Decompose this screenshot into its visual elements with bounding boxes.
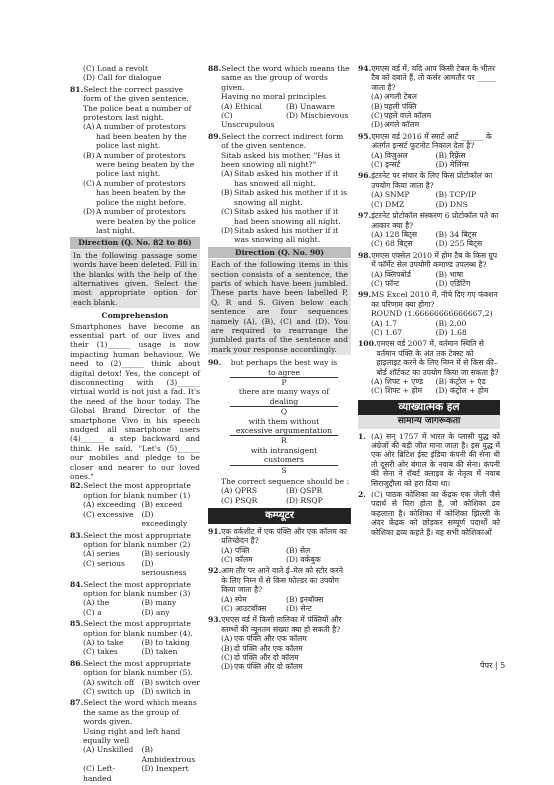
page-number: पेपर | 5 [480, 661, 506, 670]
q80-tail [70, 64, 200, 83]
answer-2: 2. (C) पाठक कोशिका का केंद्रक एक जेली जैसे पदार्थ से घिरा होता है, जो कोशिका द्रव कहलाता है। कोशिका में कोशिका झिल्ली के अंदर केंद्रक को छोड़कर सम्पूर्ण पदार्थों को कोशिका द्रव्य कहते हैं। यह सभी कोशिकाओं [358, 490, 500, 537]
column-left [70, 64, 200, 785]
column-middle [208, 64, 351, 674]
section-header-computer: कम्प्यूटर [208, 508, 351, 523]
option: (D) Call for dialogue [83, 73, 162, 83]
option: (C) A number of protestors has been beaten by the police the night before. [83, 178, 187, 207]
question-sentence: The police beat a number of protestors last night. [83, 103, 192, 123]
direction-title: Direction (Q. No. 90) [208, 247, 351, 258]
question-93: 93. एमएस वर्ड में किसी तालिका में पंक्तियों और स्तम्भों की न्यूनतम संख्या क्या हो सकती है? (A) एक पंक्ति और एक कॉलम (B) दो पंक्ति और एक कॉलम (C) दो पंक्ति और दो कॉलम (D) एक पंक्ति और दो कॉलम [208, 615, 342, 672]
option: (D) A number of protestors were beaten by the police last night. [83, 207, 196, 235]
question-87: 87. Select the word which means the same as the group of words given. Using right and left hand equally well (A) Unskilled (B) Ambidextrous (C) Left-handed (D) Inexpert [70, 698, 197, 783]
question-90: 90. but perhaps the best way is to agree P there are many ways of dealing Q with them without excessive argumentation R with intransigent customers S The correct sequence should be : (A) QPRS (B) QSPR (C) PSQR (D) RSQP [208, 358, 350, 505]
question-99: 99. MS Excel 2010 में, नीचे दिए गए फंक्शन का परिणाम क्या होगा? ROUND (1.66666666666667,2) (A) 1.7 (B) 2.00 (C) 1.67 (D) 1.68 [358, 290, 498, 337]
question-86: 86. Select the most appropriate option for blank number (5). (A) switch off (B) switch over (C) switch up (D) switch in [70, 658, 200, 696]
question-94: 94. एमएस वर्ड में, यदि आप किसी टेबल के भीतर टैब को दबाते हैं, तो कर्सर आमतौर पर _____ जाता है? (A) अगली टेबल (B) पहली पंक्ति (C) पहले वाले कॉलम (D) अगले कॉलम [358, 64, 497, 130]
passage: Smartphones have become an essential part of our lives and their (1)______ usage is now impacting human behaviour. We need to (2)______ think about digital detox! Yes, the concept of disconnecting with (3)______ virtual world is not just a fad. It's the need of the hour today. The Global Brand Director of the smartphone Vivo in his speech nudged all smartphone users (4)______ a step backward and think. He said, "Let's (5)______ our mobiles and pledge to be closer and nearer to our loved ones." [70, 321, 200, 482]
direction-text: In the following passage some words have been deleted. Fill in the blanks with the help of the alternatives given. Select the most appropriate option for each blank. [70, 250, 200, 308]
direction-title: Direction (Q. No. 82 to 86) [70, 237, 200, 248]
question-98: 98. एमएस एक्सेल 2010 में होम टैब के किस ग्रुप में फॉर्मेट सेल उपयोगी कमाण्ड उपलब्ध है? (A) क्लिपबोर्ड (B) भाषा (C) फॉन्ट (D) एडिटिंग [358, 250, 498, 288]
question-83: 83. Select the most appropriate option for blank number (2) (A) series (B) seriously (C) serious (D) seriousness [70, 530, 191, 578]
question-85: 85. Select the most appropriate option for blank number (4). (A) to take (B) to taking (C) takes (D) taken [70, 619, 193, 657]
option: (C) Load a revolt [83, 64, 148, 73]
question-82: 82. Select the most appropriate option for blank number (1) (A) exceeding (B) exceed (C) excessive (D) exceedingly [70, 481, 191, 529]
solutions-header: व्याख्यात्मक हल [358, 400, 500, 415]
question-97: 97. इंटरनेट प्रोटोकॉल संस्करण 6 प्रोटोकॉल पते का आकार क्या है? (A) 128 बिट्स (B) 34 बिट्स (C) 68 बिट्स (D) 255 बिट्स [358, 211, 499, 249]
question-95: 95. एमएस वर्ड 2016 में स्मार्ट आर्ट ______ के अंतर्गत इन्सर्ट फ़ुटनोट निकाल देता है? (A) विज़ुअल (B) रिफ़्रेंस (C) इन्सर्ट (D) मेलिंग्स [358, 131, 492, 170]
answer-1: 1. (A) सन् 1757 में भारत के प्लासी युद्ध को अंग्रेजों की बड़ी जीत माना जाता है। इस युद्ध में एक ओर ब्रिटिश ईस्ट इंडिया कंपनी की सेना थी तो दूसरी ओर बंगाल के नवाब की सेना। कंपनी की सेना ने रॉबर्ट क्लाइव के नेतृत्व में नवाब सिराजुद्दौला को हरा दिया था। [358, 431, 500, 488]
option: (A) A number of protestors had been beaten by the police last night. [83, 122, 187, 151]
option: (B) A number of protestors were being beaten by the police last night. [83, 150, 195, 179]
question-81: 81. Select the correct passive form of the given sentence. The police beat a number of protestors last night. (A) A number of protestors had been beaten by the police last night. (B) A number of protestors were being beaten by the police last night. (C) A number of protestors has been beaten by the police the night before. (D) A number of protestors were beaten by the police last night. [70, 85, 200, 236]
comprehension-title: Comprehension [101, 311, 169, 321]
question-89: 89. Select the correct indirect form of the given sentence. Sitab asked his mother, "Has it been snowing all night?" (A) Sitab asked his mother if it has snowed all night. (B) Sitab asked his mother if it is snowing all night. (C) Sitab asked his mother if it had been snowing all night. (D) Sitab asked his mother if it was snowing all night. [208, 131, 348, 245]
question-88: 88. Select the word which means the same as the group of words given. Having no moral principles (A) Ethical (B) Unaware (C) Unscrupulous (D) Mischievous [208, 64, 350, 130]
gk-header: सामान्य जागरूकता [358, 415, 500, 428]
direction-text: Each of the following items in this section consists of a sentence, the parts of which have been jumbled. These parts have been labelled P, Q, R and S. Given below each sentence are four sequences namely (A), (B), (C) and (D). You are required to rearrange the jumbled parts of the sentence and mark your response accordingly. [208, 259, 351, 355]
question-92: 92. आम तौर पर आने वाले ई–मेल को स्टोर करने के लिए निम्न में से किस फोल्डर का उपयोग किया जाता है? (A) स्पेम (B) इनबॉक्स (C) आउटबॉक्स (D) सेन्ट [208, 566, 343, 613]
column-right [358, 64, 500, 539]
question-100: 100. एमएस वर्ड 2007 में, वर्तमान स्थिति से वर्तमान पंक्ति के अंत तक टेक्स्ट को हाइलाइट करने के लिए निम्न में से किस की–बोर्ड शॉर्टकट का उपयोग किया जा सकता है? (A) शिफ्ट + एण्ड (B) कंट्रोल + एंड (C) शिफ्ट + होम (D) कंट्रोल + होम [358, 339, 499, 396]
question-91: 91. एक वर्कशीट में एक पंक्ति और एक कॉलम का प्रतिच्छेदन है? (A) पंक्ति (B) सेल (C) कॉलम (D) वर्कबुक [208, 526, 348, 564]
question-96: 96. इंटरनेट पर संचार के लिए किस प्रोटोकॉल का उपयोग किया जाता है? (A) SNMP (B) TCP/IP (C) DMZ (D) DNS [358, 171, 493, 209]
question-84: 84. Select the most appropriate option for blank number (3) (A) the (B) many (C) a (D) any [70, 579, 191, 617]
